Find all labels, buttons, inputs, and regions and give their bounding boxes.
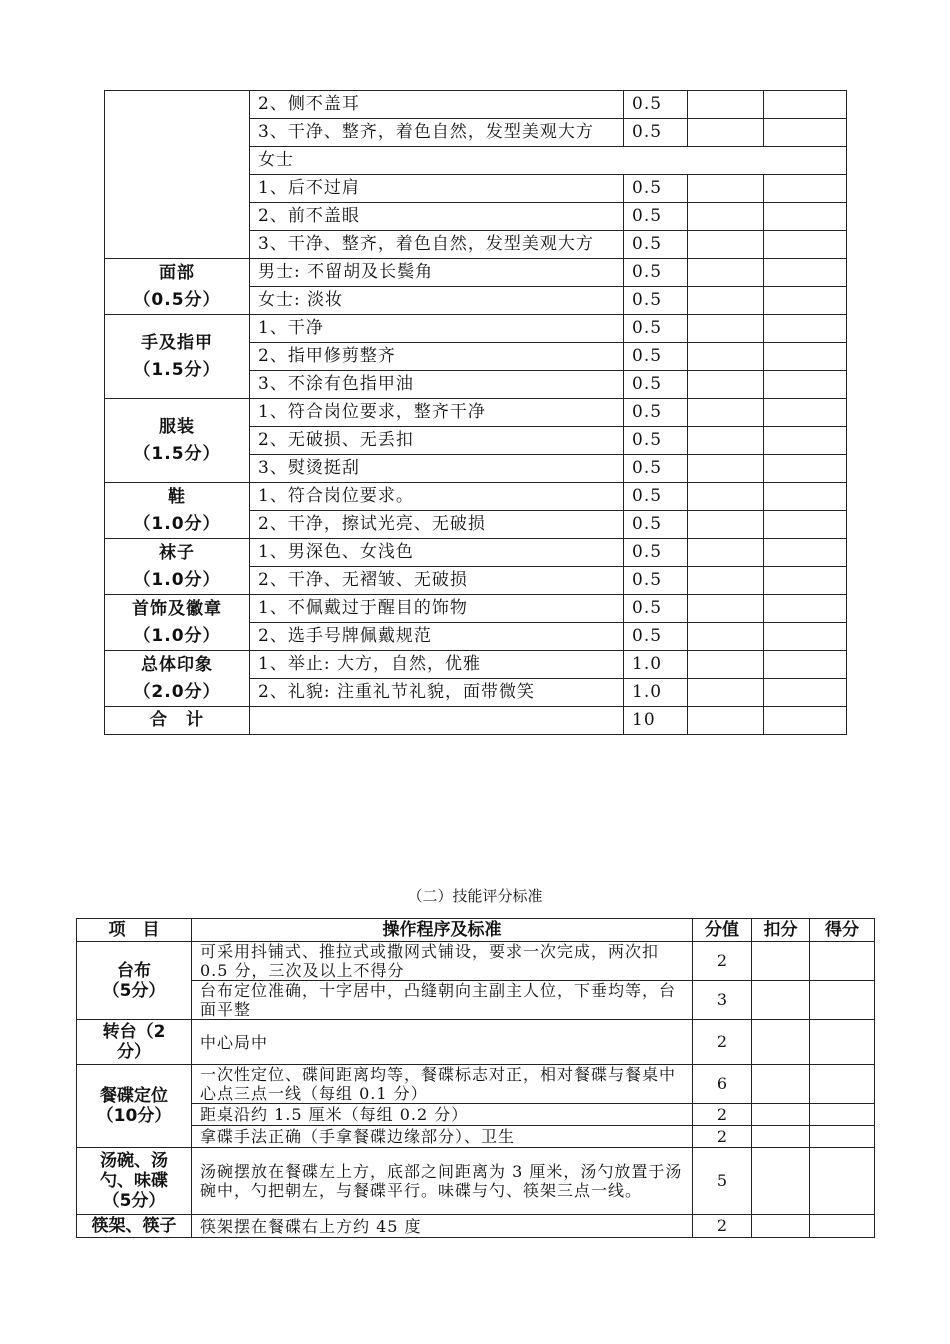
deduct-cell[interactable] [688, 623, 764, 651]
score-cell[interactable] [764, 455, 847, 483]
procedure-text: 可采用抖铺式、推拉式或撒网式铺设，要求一次完成，两次扣 0.5 分，三次及以上不得分 [192, 942, 693, 981]
section-points: （1.5分） [133, 359, 221, 380]
section-points: （0.5分） [133, 289, 221, 310]
section-title-cont: 勺、味碟 [100, 1171, 168, 1191]
section-title: 面部 [159, 262, 195, 283]
criterion-score: 0.5 [624, 343, 688, 371]
score-cell[interactable] [764, 623, 847, 651]
table-row [105, 539, 847, 567]
deduct-cell[interactable] [688, 539, 764, 567]
criterion-text: 2、无破损、无丢扣 [250, 427, 624, 455]
score-cell[interactable] [764, 595, 847, 623]
procedure-score: 5 [693, 1148, 752, 1215]
criterion-score: 0.5 [624, 623, 688, 651]
score-cell[interactable] [764, 399, 847, 427]
criterion-text: 1、男深色、女浅色 [250, 539, 624, 567]
score-cell[interactable] [764, 231, 847, 259]
section-points: （10分） [96, 1106, 172, 1126]
subgroup-label: 女士 [250, 147, 847, 175]
criterion-text: 3、干净、整齐，着色自然，发型美观大方 [250, 119, 624, 147]
section-chopsticks: 筷架、筷子 [77, 1215, 192, 1238]
deduct-cell[interactable] [688, 287, 764, 315]
criterion-text: 2、前不盖眼 [250, 203, 624, 231]
criterion-text: 1、符合岗位要求。 [250, 483, 624, 511]
header-got: 得分 [810, 919, 875, 942]
score-cell[interactable] [764, 511, 847, 539]
table-row [77, 1215, 875, 1238]
procedure-text: 汤碗摆放在餐碟左上方，底部之间距离为 3 厘米，汤勺放置于汤碗中，勺把朝左，与餐碟平行。味碟与勺、筷架三点一线。 [192, 1148, 693, 1215]
section-title: 服装 [159, 416, 195, 437]
deduct-cell[interactable] [688, 455, 764, 483]
score-cell[interactable] [810, 1020, 875, 1065]
table-row [77, 1020, 875, 1065]
section-points: （1.0分） [133, 569, 221, 590]
criterion-text: 3、不涂有色指甲油 [250, 371, 624, 399]
score-cell[interactable] [810, 1148, 875, 1215]
table-row [105, 315, 847, 343]
section-points: （2.0分） [133, 681, 221, 702]
section-socks [105, 539, 250, 595]
procedure-text: 中心局中 [192, 1020, 693, 1065]
criterion-score: 0.5 [624, 399, 688, 427]
score-cell[interactable] [810, 981, 875, 1020]
criterion-score: 0.5 [624, 91, 688, 119]
deduct-cell[interactable] [688, 259, 764, 287]
score-cell[interactable] [764, 651, 847, 679]
table-row [77, 1065, 875, 1104]
deduct-cell[interactable] [752, 942, 810, 981]
criterion-score: 0.5 [624, 455, 688, 483]
section-points: （5分） [102, 1191, 166, 1211]
section-points: （5分） [102, 980, 166, 1001]
section-title: 手及指甲 [141, 332, 213, 353]
table-row [105, 483, 847, 511]
table-row [105, 259, 847, 287]
table-row [77, 1104, 875, 1126]
deduct-cell[interactable] [688, 483, 764, 511]
table-caption: （二）技能评分标准 [407, 887, 543, 905]
section-face [105, 259, 250, 315]
criterion-text: 1、不佩戴过于醒目的饰物 [250, 595, 624, 623]
score-cell[interactable] [764, 427, 847, 455]
section-title-cont: 分） [117, 1042, 151, 1062]
deduct-cell[interactable] [688, 91, 764, 119]
deduct-cell[interactable] [688, 315, 764, 343]
table-row [77, 1126, 875, 1148]
table-header-row [77, 919, 875, 942]
deduct-cell[interactable] [688, 567, 764, 595]
table-row [105, 91, 847, 119]
score-cell[interactable] [764, 175, 847, 203]
deduct-cell[interactable] [688, 707, 764, 735]
section-title: 台布 [117, 960, 151, 981]
total-label: 合 计 [105, 707, 250, 735]
score-cell[interactable] [764, 483, 847, 511]
total-blank [250, 707, 624, 735]
table-row [105, 595, 847, 623]
criterion-score: 1.0 [624, 679, 688, 707]
section-jewelry [105, 595, 250, 651]
section-clothes [105, 399, 250, 483]
criterion-score: 0.5 [624, 595, 688, 623]
criterion-text: 女士: 淡妆 [250, 287, 624, 315]
criterion-text: 1、后不过肩 [250, 175, 624, 203]
score-cell[interactable] [764, 679, 847, 707]
criterion-text: 2、侧不盖耳 [250, 91, 624, 119]
procedure-score: 2 [693, 1215, 752, 1238]
deduct-cell[interactable] [752, 1104, 810, 1126]
deduct-cell[interactable] [752, 1020, 810, 1065]
score-cell[interactable] [810, 1065, 875, 1104]
deduct-cell[interactable] [688, 651, 764, 679]
criterion-text: 2、指甲修剪整齐 [250, 343, 624, 371]
criterion-score: 0.5 [624, 175, 688, 203]
deduct-cell[interactable] [688, 203, 764, 231]
deduct-cell[interactable] [688, 371, 764, 399]
deduct-cell[interactable] [688, 231, 764, 259]
criterion-text: 1、符合岗位要求，整齐干净 [250, 399, 624, 427]
score-cell[interactable] [764, 371, 847, 399]
procedure-text: 台布定位准确，十字居中，凸缝朝向主副主人位，下垂均等，台面平整 [192, 981, 693, 1020]
section-title: 袜子 [159, 542, 195, 563]
score-cell[interactable] [810, 1126, 875, 1148]
table-row-total [105, 707, 847, 735]
section-shoes [105, 483, 250, 539]
criterion-text: 2、礼貌: 注重礼节礼貌，面带微笑 [250, 679, 624, 707]
criterion-score: 0.5 [624, 483, 688, 511]
score-cell[interactable] [764, 119, 847, 147]
section-bowls [77, 1148, 192, 1215]
deduct-cell[interactable] [688, 343, 764, 371]
criterion-score: 1.0 [624, 651, 688, 679]
score-cell[interactable] [764, 259, 847, 287]
table-row [77, 1148, 875, 1215]
criterion-text: 2、干净、无褶皱、无破损 [250, 567, 624, 595]
total-score: 10 [624, 707, 688, 735]
criterion-text: 2、干净，擦试光亮、无破损 [250, 511, 624, 539]
deduct-cell[interactable] [688, 679, 764, 707]
header-deduct: 扣分 [752, 919, 810, 942]
section-title: 转台（2 [102, 1022, 166, 1042]
deduct-cell[interactable] [752, 981, 810, 1020]
procedure-text: 距桌沿约 1.5 厘米（每组 0.2 分） [192, 1104, 693, 1126]
section-points: （1.0分） [133, 513, 221, 534]
procedure-score: 2 [693, 942, 752, 981]
appearance-score-table [104, 90, 847, 735]
criterion-score: 0.5 [624, 539, 688, 567]
section-points: （1.5分） [133, 443, 221, 464]
deduct-cell[interactable] [688, 511, 764, 539]
procedure-score: 6 [693, 1065, 752, 1104]
section-points: （1.0分） [133, 625, 221, 646]
procedure-score: 2 [693, 1020, 752, 1065]
section-plates [77, 1065, 192, 1148]
hair-section-cell [105, 91, 250, 259]
section-title: 首饰及徽章 [132, 598, 222, 619]
score-cell[interactable] [764, 343, 847, 371]
header-procedure: 操作程序及标准 [192, 919, 693, 942]
criterion-text: 2、选手号牌佩戴规范 [250, 623, 624, 651]
procedure-text: 筷架摆在餐碟右上方约 45 度 [192, 1215, 693, 1238]
score-cell[interactable] [764, 203, 847, 231]
deduct-cell[interactable] [688, 595, 764, 623]
header-item: 项 目 [77, 919, 192, 942]
table-row [77, 981, 875, 1020]
criterion-score: 0.5 [624, 511, 688, 539]
procedure-score: 2 [693, 1104, 752, 1126]
deduct-cell[interactable] [688, 427, 764, 455]
deduct-cell[interactable] [688, 399, 764, 427]
score-cell[interactable] [764, 315, 847, 343]
section-title: 汤碗、汤 [100, 1151, 168, 1171]
criterion-score: 0.5 [624, 287, 688, 315]
score-cell[interactable] [764, 567, 847, 595]
score-cell[interactable] [764, 707, 847, 735]
procedure-text: 一次性定位、碟间距离均等，餐碟标志对正，相对餐碟与餐桌中心点三点一线（每组 0.1 分） [192, 1065, 693, 1104]
criterion-text: 1、举止: 大方，自然，优雅 [250, 651, 624, 679]
criterion-score: 0.5 [624, 259, 688, 287]
criterion-score: 0.5 [624, 427, 688, 455]
table-row [105, 651, 847, 679]
criterion-score: 0.5 [624, 315, 688, 343]
deduct-cell[interactable] [752, 1148, 810, 1215]
score-cell[interactable] [810, 942, 875, 981]
criterion-score: 0.5 [624, 203, 688, 231]
criterion-text: 3、熨烫挺刮 [250, 455, 624, 483]
section-title: 餐碟定位 [100, 1086, 168, 1106]
score-cell[interactable] [810, 1215, 875, 1238]
criterion-score: 0.5 [624, 371, 688, 399]
section-hands [105, 315, 250, 399]
score-cell[interactable] [764, 539, 847, 567]
criterion-text: 男士: 不留胡及长鬓角 [250, 259, 624, 287]
procedure-score: 2 [693, 1126, 752, 1148]
criterion-score: 0.5 [624, 231, 688, 259]
deduct-cell[interactable] [752, 1065, 810, 1104]
section-turntable [77, 1020, 192, 1065]
score-cell[interactable] [764, 91, 847, 119]
criterion-text: 3、干净、整齐，着色自然，发型美观大方 [250, 231, 624, 259]
score-cell[interactable] [810, 1104, 875, 1126]
deduct-cell[interactable] [688, 119, 764, 147]
procedure-score: 3 [693, 981, 752, 1020]
score-cell[interactable] [764, 287, 847, 315]
header-score: 分值 [693, 919, 752, 942]
deduct-cell[interactable] [688, 175, 764, 203]
section-title: 总体印象 [141, 654, 213, 675]
criterion-score: 0.5 [624, 119, 688, 147]
skills-score-table [76, 918, 875, 1238]
deduct-cell[interactable] [752, 1126, 810, 1148]
section-overall [105, 651, 250, 707]
procedure-text: 拿碟手法正确（手拿餐碟边缘部分）、卫生 [192, 1126, 693, 1148]
deduct-cell[interactable] [752, 1215, 810, 1238]
section-tablecloth [77, 942, 192, 1020]
criterion-text: 1、干净 [250, 315, 624, 343]
table-row [105, 399, 847, 427]
section-title: 鞋 [168, 486, 186, 507]
criterion-score: 0.5 [624, 567, 688, 595]
table-row [77, 942, 875, 981]
